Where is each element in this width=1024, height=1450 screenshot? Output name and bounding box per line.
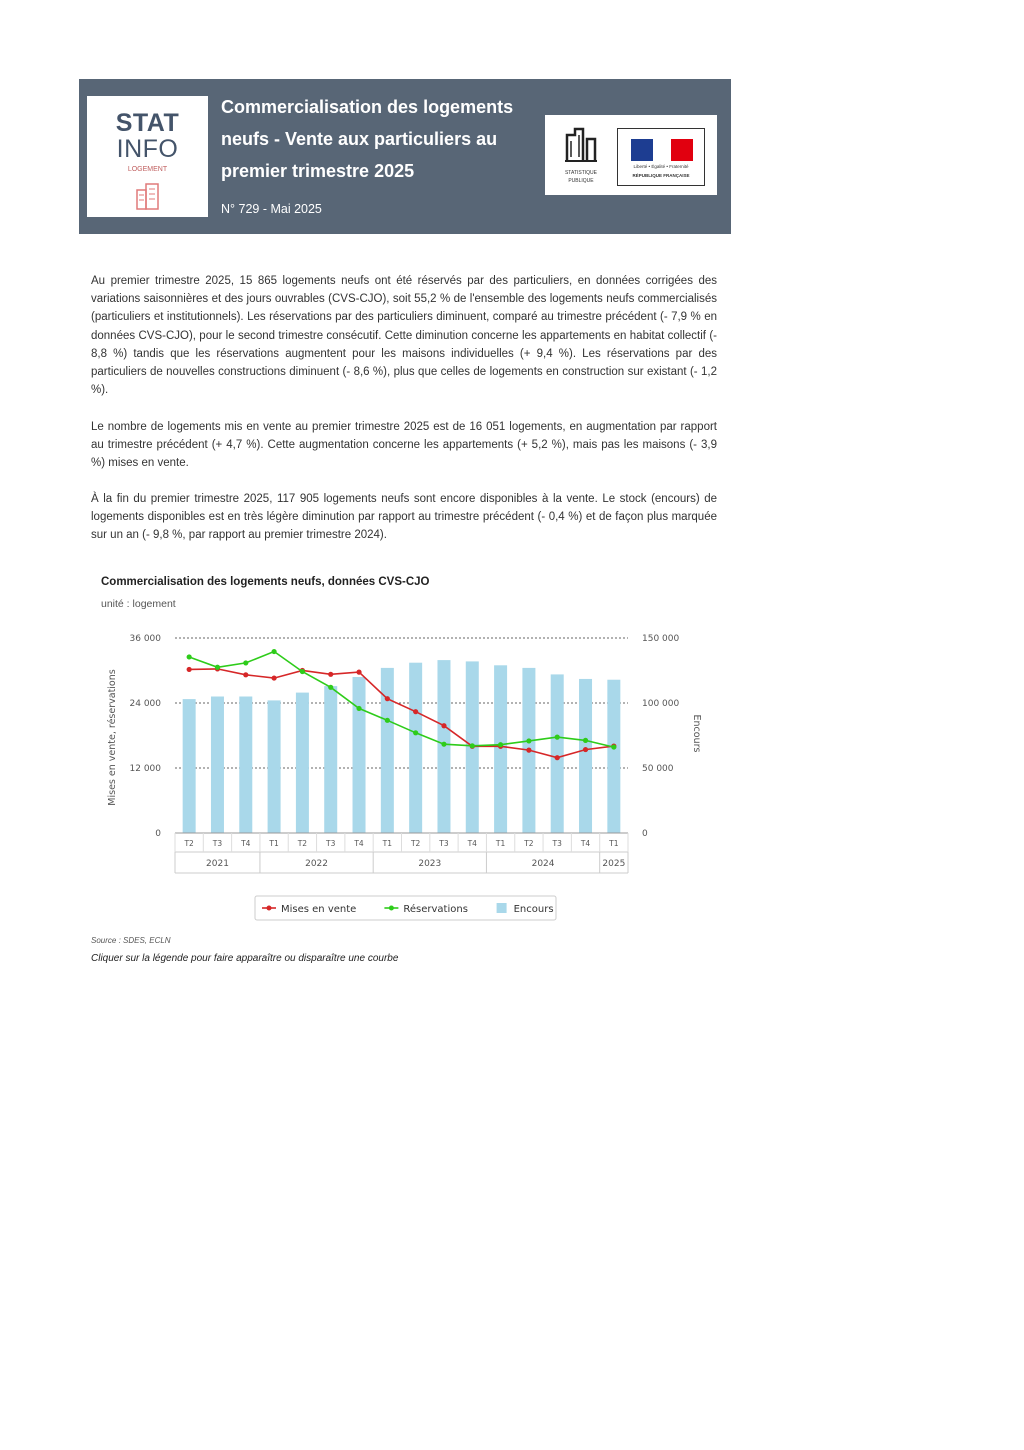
paragraph-encours: À la fin du premier trimestre 2025, 117 905 logements neufs sont encore disponibles à la vente. Le stock (encours) de logements disponibles est en très légère diminution par rapport au trimestre précédent (- 0,4 %) et de façon plus marquée sur un an (- 9,8 %, par rapport au premier trimestre 2024). bbox=[91, 493, 717, 542]
reservations-point bbox=[271, 649, 276, 654]
document-title: Commercialisation des logements neufs - Vente aux particuliers au premier trimestre 2025 bbox=[221, 97, 514, 181]
year-label: 2025 bbox=[602, 859, 626, 869]
encours-bar bbox=[324, 686, 337, 833]
y-tick-right-label: 100 000 bbox=[642, 699, 680, 709]
encours-bar bbox=[183, 699, 196, 833]
encours-bar bbox=[353, 677, 366, 833]
x-tick-label: T3 bbox=[439, 839, 449, 848]
logo-stat-text: STAT bbox=[115, 109, 180, 137]
y-tick-right-label: 0 bbox=[642, 829, 648, 839]
french-flag-icon bbox=[631, 139, 693, 161]
x-tick-label: T4 bbox=[354, 839, 364, 848]
reservations-point bbox=[498, 742, 503, 747]
year-label: 2024 bbox=[531, 859, 555, 869]
mises-en-vente-point bbox=[413, 709, 418, 714]
reservations-point bbox=[300, 669, 305, 674]
partner-logos bbox=[545, 115, 717, 195]
paragraph-reservations: Au premier trimestre 2025, 15 865 logements neufs ont été réservés par des particuliers, en données corrigées des variations saisonnières et des jours ouvrables (CVS-CJO), soit 55,2 % de l'ensemble des logements neufs commercialisés (particuliers et institutionnels). Les réservations par des particuliers diminuent, comparé au trimestre précédent (- 7,9 % en données CVS-CJO), pour le second trimestre consécutif. Cette diminution concerne les appartements en habitat collectif (- 8,8 %) tandis que les réservations augmentent pour les maisons individuelles (+ 9,4 %). Les réservations par des particuliers de nouvelles constructions diminuent (- 8,6 %), plus que celles de logements en construction sur existant (- 1,2 %). bbox=[91, 275, 717, 397]
encours-bar bbox=[579, 679, 592, 833]
y-tick-left-label: 36 000 bbox=[129, 634, 161, 644]
ssp-caption-2: PUBLIQUE bbox=[568, 178, 594, 184]
encours-legend-label[interactable]: Encours bbox=[513, 904, 554, 915]
encours-legend-swatch[interactable] bbox=[497, 903, 507, 913]
issue-number: N° 729 - Mai 2025 bbox=[221, 202, 322, 216]
x-tick-label: T1 bbox=[609, 839, 619, 848]
chart-title: Commercialisation des logements neufs, données CVS-CJO bbox=[101, 576, 430, 588]
x-tick-label: T2 bbox=[524, 839, 534, 848]
mises-en-vente-point bbox=[328, 672, 333, 677]
reservations-point bbox=[583, 738, 588, 743]
ssp-caption-1: STATISTIQUE bbox=[564, 170, 598, 176]
x-tick-label: T2 bbox=[297, 839, 308, 848]
x-tick-label: T4 bbox=[580, 839, 591, 848]
reservations-point bbox=[470, 743, 475, 748]
mises-en-vente-point bbox=[441, 723, 446, 728]
encours-bar bbox=[381, 668, 394, 833]
reservations-point bbox=[356, 706, 361, 711]
mises-en-vente-line bbox=[189, 669, 614, 758]
x-tick-label: T1 bbox=[269, 839, 279, 848]
reservations-legend-label[interactable]: Réservations bbox=[403, 904, 468, 915]
mises-en-vente-point bbox=[271, 675, 276, 680]
x-tick-label: T1 bbox=[495, 839, 506, 848]
encours-bar bbox=[296, 693, 309, 833]
header-banner bbox=[79, 79, 731, 234]
x-tick-label: T4 bbox=[467, 839, 477, 848]
logo-sub-text: LOGEMENT bbox=[127, 166, 168, 173]
reservations-point bbox=[555, 735, 560, 740]
reservations-point bbox=[243, 660, 248, 665]
y-tick-left-label: 24 000 bbox=[129, 699, 161, 709]
mises-en-vente-point bbox=[187, 667, 192, 672]
logo-info-text: INFO bbox=[116, 135, 179, 163]
encours-bar bbox=[211, 697, 224, 834]
reservations-point bbox=[385, 718, 390, 723]
year-label: 2022 bbox=[305, 859, 329, 869]
commercialisation-chart bbox=[90, 620, 710, 930]
encours-bar bbox=[239, 697, 252, 834]
legend-hint: Cliquer sur la légende pour faire apparaître ou disparaître une courbe bbox=[91, 953, 399, 964]
mises-en-vente-point bbox=[526, 748, 531, 753]
x-tick-label: T3 bbox=[326, 839, 336, 848]
encours-bar bbox=[551, 674, 564, 833]
x-tick-label: T2 bbox=[410, 839, 421, 848]
mises-en-vente-point bbox=[555, 755, 560, 760]
paragraph-mises-en-vente: Le nombre de logements mis en vente au premier trimestre 2025 est de 16 051 logements, en augmentation par rapport au trimestre précédent (+ 4,7 %). Cette augmentation concerne les appartements (+ 5,2 %), mais pas les maisons (- 3,9 %) mises en vente. bbox=[91, 421, 717, 470]
mises-en-vente-point bbox=[583, 747, 588, 752]
mises-en-vente-legend-label[interactable]: Mises en vente bbox=[281, 904, 357, 915]
chart-source: Source : SDES, ECLN bbox=[91, 936, 171, 945]
reservations-point bbox=[215, 665, 220, 670]
reservations-point bbox=[413, 730, 418, 735]
y-axis-left-title: Mises en vente, réservations bbox=[107, 669, 118, 806]
republique-francaise-logo bbox=[617, 128, 705, 186]
y-tick-left-label: 12 000 bbox=[129, 764, 161, 774]
chart-unit: unité : logement bbox=[101, 598, 176, 610]
ssp-building-icon bbox=[561, 123, 601, 163]
y-tick-right-label: 50 000 bbox=[642, 764, 674, 774]
x-tick-label: T2 bbox=[184, 839, 194, 848]
mises-en-vente-point bbox=[243, 672, 248, 677]
reservations-point bbox=[526, 738, 531, 743]
y-axis-right-title: Encours bbox=[691, 714, 702, 753]
statistique-publique-logo bbox=[559, 123, 603, 189]
rf-motto: Liberté • Égalité • Fraternité bbox=[633, 164, 689, 169]
year-label: 2021 bbox=[206, 859, 229, 869]
stat-info-logo bbox=[87, 96, 208, 217]
mises-en-vente-point bbox=[385, 696, 390, 701]
reservations-point bbox=[328, 685, 333, 690]
reservations-point bbox=[187, 654, 192, 659]
x-tick-label: T3 bbox=[212, 839, 223, 848]
reservations-point bbox=[441, 742, 446, 747]
y-tick-right-label: 150 000 bbox=[642, 634, 680, 644]
reservations-legend-marker[interactable] bbox=[389, 906, 394, 911]
rf-name: RÉPUBLIQUE FRANÇAISE bbox=[632, 173, 690, 178]
building-icon bbox=[135, 182, 161, 210]
x-tick-label: T3 bbox=[552, 839, 562, 848]
y-tick-left-label: 0 bbox=[155, 829, 161, 839]
reservations-point bbox=[611, 744, 616, 749]
mises-en-vente-legend-marker[interactable] bbox=[267, 906, 272, 911]
year-label: 2023 bbox=[418, 859, 442, 869]
reservations-line bbox=[189, 652, 614, 748]
mises-en-vente-point bbox=[356, 670, 361, 675]
encours-bar bbox=[409, 663, 422, 833]
encours-bar bbox=[607, 680, 620, 833]
x-tick-label: T1 bbox=[382, 839, 393, 848]
encours-bar bbox=[494, 665, 507, 833]
x-tick-label: T4 bbox=[241, 839, 251, 848]
encours-bar bbox=[268, 700, 281, 833]
